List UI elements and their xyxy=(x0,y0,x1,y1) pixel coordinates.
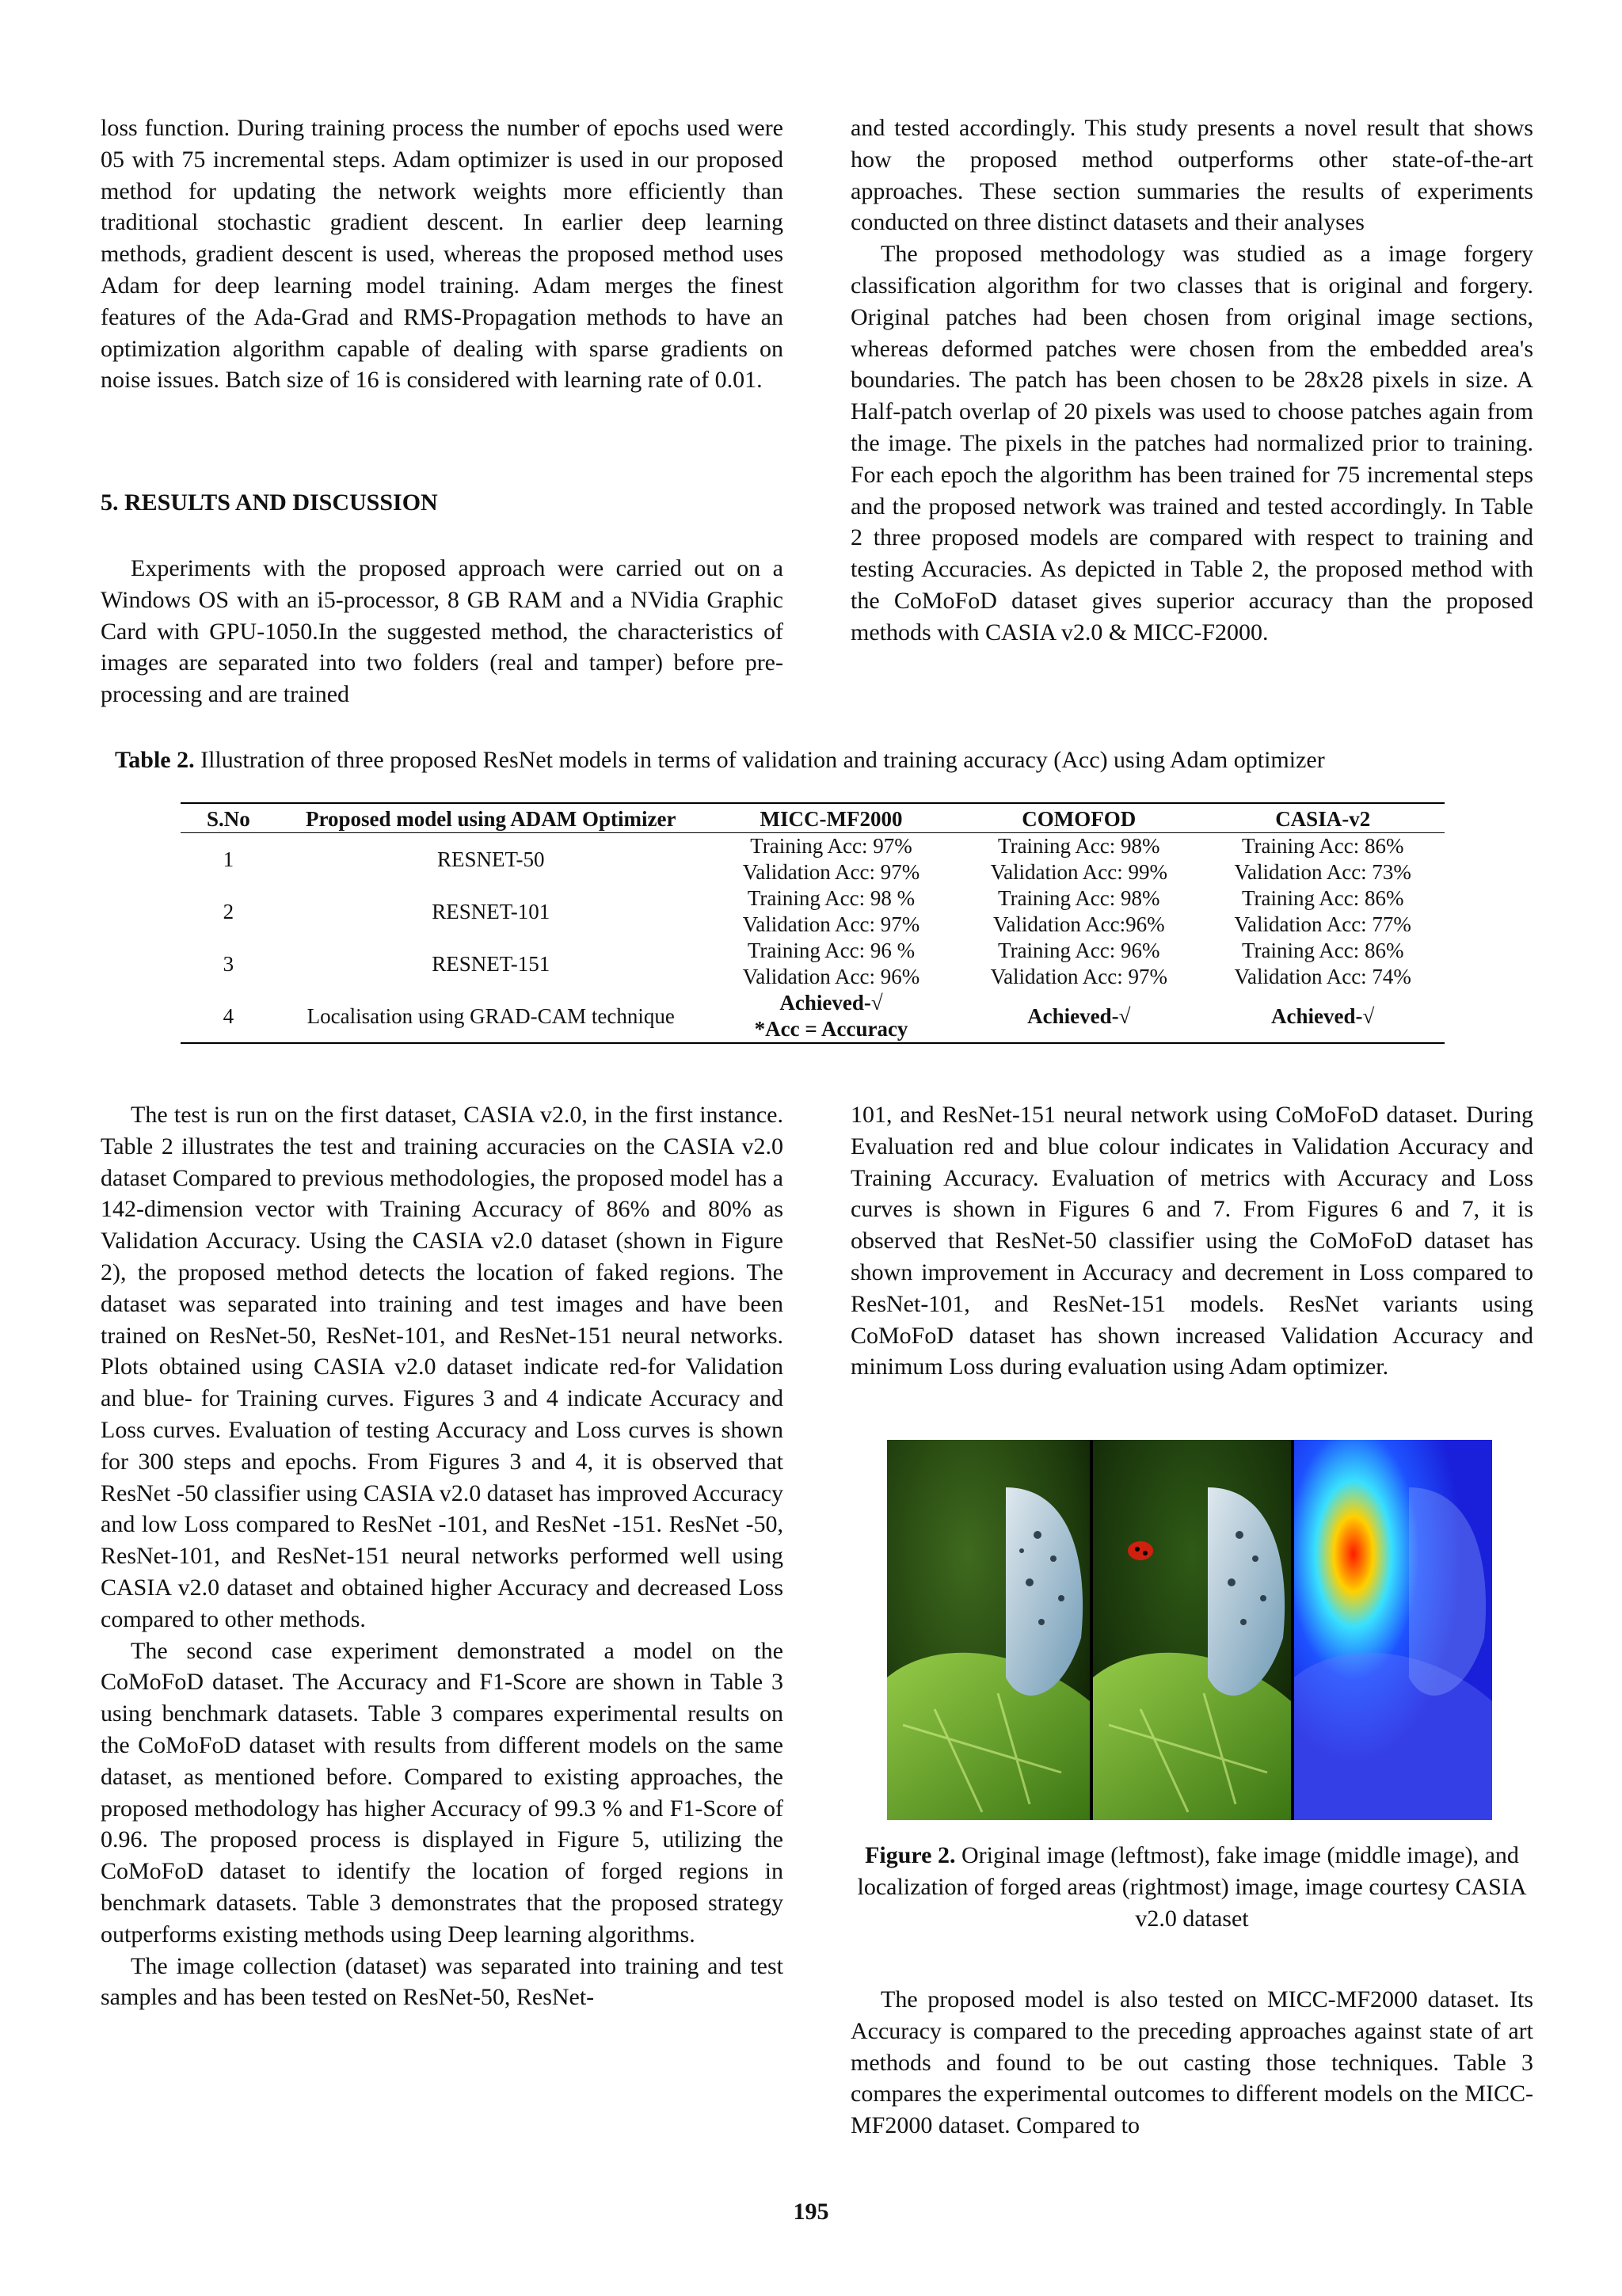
cell-model: Localisation using GRAD-CAM technique xyxy=(276,990,706,1043)
paragraph: Experiments with the proposed approach were carried out on a Windows OS with an i5-processor, 8 GB RAM and a NVidia Graphic Card with GPU-1050.In the suggested method, the characteristics of images are separated into two folders (real and tamper) before pre-processing and are trained xyxy=(101,555,783,708)
paragraph: The image collection (dataset) was separated into training and test samples and has been tested on ResNet-50, ResNet- xyxy=(101,1952,783,2011)
cell-line: Validation Acc: 99% xyxy=(990,860,1168,884)
table-header-row xyxy=(181,803,1445,833)
fake-image-panel xyxy=(1093,1440,1291,1820)
cell-micc xyxy=(706,833,957,886)
cell-line: *Acc = Accuracy xyxy=(754,1017,908,1041)
cell-sno: 3 xyxy=(223,951,234,976)
cell-micc xyxy=(706,990,957,1043)
cell-line: Training Acc: 86% xyxy=(1241,834,1404,858)
page-number: 195 xyxy=(793,2199,829,2225)
table-caption xyxy=(115,744,1540,776)
paragraph: The test is run on the first dataset, CASIA v2.0, in the first instance. Table 2 illustrates the test and training accuracies on the CASIA v2.0 dataset Compared to previous methodologies, the proposed model has a 142-dimension vector with Training Accuracy of 86% and 80% as Validation Accuracy. Using the CASIA v2.0 dataset (shown in Figure 2), the proposed method detects the location of faked regions. The dataset was separated into training and test images and have been trained on ResNet-50, ResNet-101, and ResNet-151 neural networks. Plots obtained using CASIA v2.0 dataset indicate red-for Validation and blue- for Training curves. Figures 3 and 4 indicate Accuracy and Loss curves. Evaluation of testing Accuracy and Loss curves is shown for 300 steps and epochs. From Figures 3 and 4, it is observed that ResNet -50 classifier using CASIA v2.0 dataset has improved Accuracy and low Loss compared to ResNet -101, and ResNet -151. ResNet -50, ResNet-101, and ResNet-151 neural networks performed well using CASIA v2.0 dataset and obtained higher Accuracy and decreased Loss compared to other methods. xyxy=(101,1102,783,1632)
right-column-end xyxy=(851,1984,1533,2142)
cell-sno: 1 xyxy=(223,847,234,871)
cell-line: Training Acc: 86% xyxy=(1241,939,1404,962)
table-row xyxy=(181,833,1445,886)
cell-model: RESNET-151 xyxy=(432,951,550,976)
cell-comofod xyxy=(957,938,1201,990)
left-column-top xyxy=(101,112,783,396)
header-casia: CASIA-v2 xyxy=(1201,803,1445,833)
header-comofod: COMOFOD xyxy=(957,803,1201,833)
cell-casia xyxy=(1201,885,1445,938)
paragraph: The proposed model is also tested on MICC-MF2000 dataset. Its Accuracy is compared to the preceding approaches against state of art methods and found to be out casting those techniques. Table 3 compares the experimental outcomes to different models on the MICC-MF2000 dataset. Compared to xyxy=(851,1986,1533,2139)
header-sno: S.No xyxy=(181,803,276,833)
cell-sno: 4 xyxy=(181,990,276,1043)
original-image-panel xyxy=(887,1440,1090,1820)
cell-sno: 2 xyxy=(223,899,234,923)
cell-line: Validation Acc: 97% xyxy=(742,860,920,884)
paragraph: The proposed methodology was studied as a image forgery classification algorithm for two classes that is original and forgery. Original patches had been chosen from original image sections, whereas deformed patches were chosen from the embedded area's boundaries. The patch has been chosen to be 28x28 pixels in size. A Half-patch overlap of 20 pixels was used to choose patches again from the image. The pixels in the patches had normalized prior to training. For each epoch the algorithm has been trained for 75 incremental steps and the proposed network was trained and tested accordingly. In Table 2 three proposed models are compared with respect to training and testing Accuracies. As depicted in Table 2, the proposed method with the CoMoFoD dataset gives superior accuracy than the proposed methods with CASIA v2.0 & MICC-F2000. xyxy=(851,241,1533,645)
paragraph: 101, and ResNet-151 neural network using CoMoFoD dataset. During Evaluation red and blue colour indicates in Validation Accuracy and Training Accuracy. Evaluation of metrics with Accuracy and Loss curves is shown in Figures 6 and 7. From Figures 6 and 7, it is observed that ResNet-50 classifier using the CoMoFoD dataset has shown improvement in Accuracy and decrement in Loss compared to ResNet-101, and ResNet-151 models. ResNet variants using CoMoFoD dataset has shown increased Validation Accuracy and minimum Loss during evaluation using Adam optimizer. xyxy=(851,1102,1533,1380)
cell-line: Training Acc: 96 % xyxy=(747,939,916,962)
section-heading: 5. RESULTS AND DISCUSSION xyxy=(101,489,438,516)
cell-comofod xyxy=(957,833,1201,886)
cell-casia xyxy=(1201,938,1445,990)
cell-comofod xyxy=(957,885,1201,938)
cell-line: Training Acc: 98% xyxy=(998,834,1160,858)
figure-label: Figure 2. xyxy=(865,1842,956,1868)
cell-model: RESNET-101 xyxy=(432,899,550,923)
cell-line: Validation Acc: 97% xyxy=(742,912,920,936)
cell-micc xyxy=(706,885,957,938)
table-row xyxy=(181,990,1445,1043)
ladybug-icon xyxy=(1128,1541,1153,1560)
cell-comofod: Achieved-√ xyxy=(957,990,1201,1043)
cell-line: Validation Acc:96% xyxy=(992,912,1165,936)
figure-caption-text: Original image (leftmost), fake image (middle image), and localization of forged areas (rightmost) image, image courtesy CASIA v2.0 dataset xyxy=(857,1842,1527,1932)
header-model: Proposed model using ADAM Optimizer xyxy=(276,803,706,833)
cell-line: Validation Acc: 77% xyxy=(1234,912,1411,936)
cell-model: RESNET-50 xyxy=(437,847,545,871)
cell-line: Validation Acc: 97% xyxy=(990,965,1168,988)
paragraph: and tested accordingly. This study presents a novel result that shows how the proposed method outperforms other state-of-the-art approaches. These section summaries the results of experiments conducted on three distinct datasets and their analyses xyxy=(851,115,1533,236)
table-row xyxy=(181,885,1445,938)
localization-heatmap-panel xyxy=(1294,1440,1492,1820)
paragraph: The second case experiment demonstrated a model on the CoMoFoD dataset. The Accuracy and F1-Score are shown in Table 3 using benchmark datasets. Table 3 compares experimental results on the CoMoFoD dataset with results from different models on the same dataset, as mentioned before. Compared to existing approaches, the proposed methodology has higher Accuracy of 99.3 % and F1-Score of 0.96. The proposed process is displayed in Figure 5, utilizing the CoMoFoD dataset to identify the location of forged regions in benchmark datasets. Table 3 demonstrates that the proposed strategy outperforms existing methods using Deep learning algorithms. xyxy=(101,1637,783,1948)
paragraph: loss function. During training process the number of epochs used were 05 with 75 incremental steps. Adam optimizer is used in our proposed method for updating the network weights more efficiently than traditional stochastic gradient descent. In earlier deep learning methods, gradient descent is used, whereas the proposed method uses Adam for deep learning model training. Adam merges the finest features of the Ada-Grad and RMS-Propagation methods to have an optimization algorithm capable of dealing with sparse gradients on noise issues. Batch size of 16 is considered with learning rate of 0.01. xyxy=(101,115,783,394)
cell-casia xyxy=(1201,833,1445,886)
left-column-bottom xyxy=(101,1099,783,2013)
right-column-top xyxy=(851,112,1533,649)
cell-line: Training Acc: 97% xyxy=(750,834,912,858)
figure-caption xyxy=(851,1840,1533,1935)
figure-2-image xyxy=(887,1440,1492,1820)
cell-line: Training Acc: 98 % xyxy=(747,886,916,910)
right-column-bottom xyxy=(851,1099,1533,1383)
results-table xyxy=(181,802,1445,1044)
cell-line: Training Acc: 96% xyxy=(998,939,1160,962)
table-caption-text: Illustration of three proposed ResNet models in terms of validation and training accuracy (Acc) using Adam optimizer xyxy=(194,747,1325,773)
cell-line: Achieved-√ xyxy=(779,991,883,1015)
cell-casia: Achieved-√ xyxy=(1201,990,1445,1043)
table-row xyxy=(181,938,1445,990)
cell-line: Validation Acc: 74% xyxy=(1234,965,1411,988)
cell-line: Training Acc: 98% xyxy=(998,886,1160,910)
header-micc: MICC-MF2000 xyxy=(706,803,957,833)
cell-line: Validation Acc: 73% xyxy=(1234,860,1411,884)
cell-line: Validation Acc: 96% xyxy=(742,965,920,988)
cell-micc xyxy=(706,938,957,990)
table-label: Table 2. xyxy=(115,747,195,773)
left-column-middle xyxy=(101,553,783,710)
cell-line: Training Acc: 86% xyxy=(1241,886,1404,910)
